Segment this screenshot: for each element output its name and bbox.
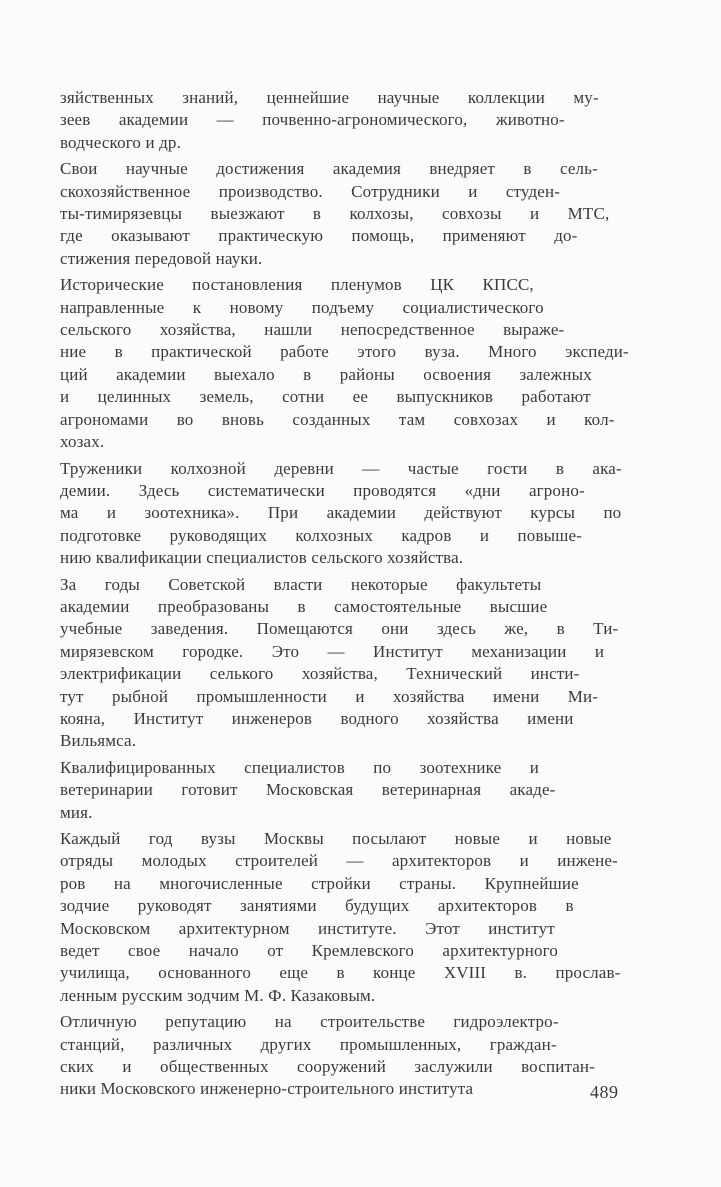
text-line: электрификации селького хозяйства, Технический инсти-	[60, 664, 580, 684]
text-line: ники Московского инженерно-строительного института	[60, 1079, 474, 1099]
text-line: ветеринарии готовит Московская ветеринарная акаде-	[60, 780, 556, 800]
body-text	[60, 87, 630, 1105]
paragraph	[60, 1011, 630, 1101]
text-line: Исторические постановления пленумов ЦК КПСС,	[60, 275, 534, 295]
text-line: скохозяйственное производство. Сотрудники и студен-	[60, 181, 561, 201]
paragraph	[60, 574, 630, 753]
paragraph	[60, 158, 630, 270]
text-line: зяйственных знаний, ценнейшие научные коллекции му-	[60, 88, 599, 107]
text-line: академии преобразованы в самостоятельные высшие	[60, 596, 548, 616]
text-line: Каждый год вузы Москвы посылают новые и новые	[60, 829, 612, 848]
paragraph	[60, 458, 630, 570]
text-line: ров на многочисленные стройки страны. Крупнейшие	[60, 873, 579, 893]
text-line: училища, основанного еще в конце XVIII в. прослав-	[60, 963, 621, 983]
text-line: зеев академии — почвенно-агрономического, животно-	[60, 110, 565, 130]
text-line: нию квалификации специалистов сельского хозяйства.	[60, 548, 464, 568]
text-line: Квалифицированных специалистов по зоотехнике и	[60, 757, 539, 777]
page-number: 489	[590, 1082, 619, 1102]
text-line: стижения передовой науки.	[60, 248, 263, 268]
text-line: мирязевском городке. Это — Институт механизации и	[60, 641, 605, 661]
text-line: Свои научные достижения академия внедряет в сель-	[60, 159, 598, 179]
text-line: зодчие руководят занятиями будущих архитекторов в	[60, 896, 574, 916]
text-line: где оказывают практическую помощь, применяют до-	[60, 226, 578, 246]
text-line: Вильямса.	[60, 731, 137, 751]
text-line: кояна, Институт инженеров водного хозяйства имени	[60, 708, 574, 728]
text-line: ских и общественных сооружений заслужили воспитан-	[60, 1057, 595, 1077]
text-line: отряды молодых строителей — архитекторов и инжене-	[60, 851, 618, 871]
text-line: водческого и др.	[60, 132, 181, 152]
text-line: и целинных земель, сотни ее выпускников работают	[60, 387, 591, 407]
text-line: ты-тимирязевцы выезжают в колхозы, совхозы и МТС,	[60, 204, 610, 224]
text-line: мия.	[60, 802, 93, 822]
text-line: ние в практической работе этого вуза. Много экспеди-	[60, 342, 629, 362]
text-line: ций академии выехало в районы освоения залежных	[60, 364, 592, 384]
paragraph	[60, 828, 630, 1007]
text-line: Отличную репутацию на строительстве гидроэлектро-	[60, 1012, 559, 1032]
text-line: подготовке руководящих колхозных кадров и повыше-	[60, 525, 582, 545]
text-line: хозах.	[60, 432, 105, 452]
text-line: Труженики колхозной деревни — частые гости в ака-	[60, 458, 622, 478]
text-line: сельского хозяйства, нашли непосредственное выраже-	[60, 320, 565, 340]
text-line: ведет свое начало от Кремлевского архитектурного	[60, 941, 559, 961]
text-line: станций, различных других промышленных, граждан-	[60, 1034, 557, 1054]
text-line: демии. Здесь систематически проводятся «дни агроно-	[60, 480, 585, 500]
paragraph	[60, 274, 630, 453]
text-line: ленным русским зодчим М. Ф. Казаковым.	[60, 985, 376, 1005]
text-line: агрономами во вновь созданных там совхозах и кол-	[60, 409, 615, 429]
text-line: ма и зоотехника». При академии действуют курсы по	[60, 503, 622, 523]
text-line: учебные заведения. Помещаются они здесь же, в Ти-	[60, 619, 619, 639]
text-line: тут рыбной промышленности и хозяйства имени Ми-	[60, 686, 599, 706]
paragraph	[60, 87, 630, 154]
text-line: направленные к новому подъему социалистического	[60, 297, 544, 317]
text-line: За годы Советской власти некоторые факультеты	[60, 574, 542, 594]
paragraph	[60, 757, 630, 824]
text-line: Московском архитектурном институте. Этот институт	[60, 918, 555, 938]
